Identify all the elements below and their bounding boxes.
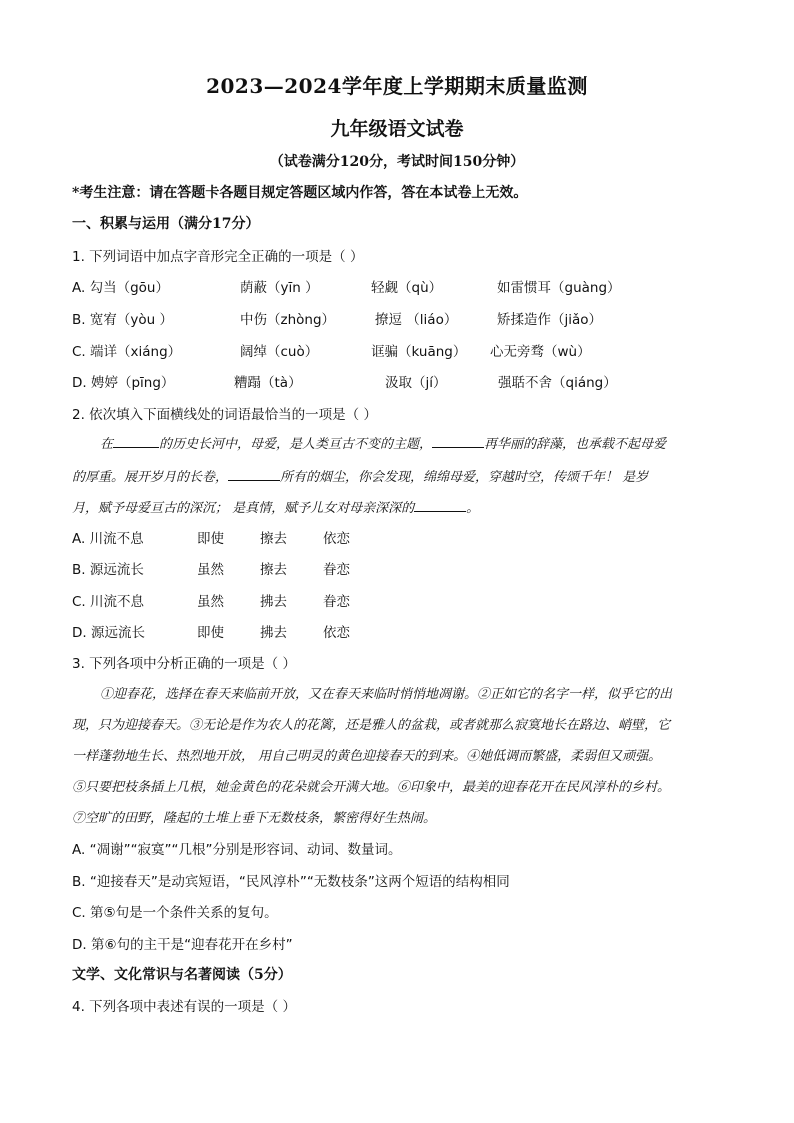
q3-option-d: D. 第⑥句的主干是“迎春花开在乡村” xyxy=(72,937,293,953)
q1-d-1: D. 娉婷（pīng） xyxy=(72,375,175,391)
q1-d-3: 汲取（jí） xyxy=(385,375,447,391)
section1-heading: 一、积累与运用（满分17分） xyxy=(72,216,260,232)
fill-blank xyxy=(432,435,484,448)
q1-c-3: 诓骗（kuāng） xyxy=(371,344,467,360)
q3-passage-line-5: ⑦空旷的田野，隆起的土堆上垂下无数枝条，繁密得好生热闹。 xyxy=(72,811,437,826)
q4-stem: 4. 下列各项中表述有误的一项是（ ） xyxy=(72,999,296,1015)
q1-c-4: 心无旁骛（wù） xyxy=(490,344,591,360)
q1-d-2: 糟蹋（tà） xyxy=(234,375,302,391)
q1-b-1: B. 宽宥（yòu ） xyxy=(72,312,173,328)
exam-note: （试卷满分120分，考试时间150分钟） xyxy=(269,154,525,170)
q1-a-1: A. 勾当（gōu） xyxy=(72,280,169,296)
q1-c-1: C. 端详（xiáng） xyxy=(72,344,182,360)
q2-passage-line-3: 月，赋予母爱亘古的深沉； 是真情，赋予儿女对母亲深深的 。 xyxy=(72,501,480,516)
q1-b-4: 矫揉造作（jiǎo） xyxy=(497,312,603,328)
exam-subtitle: 九年级语文试卷 xyxy=(330,118,464,140)
q1-stem: 1. 下列词语中加点字音形完全正确的一项是（ ） xyxy=(72,249,364,265)
q1-a-4: 如雷惯耳（guàng） xyxy=(497,280,621,296)
q3-passage-line-2: 现，只为迎接春天。③无论是作为农人的花篱，还是雅人的盆栽，或者就那么寂寞地长在路边、峭壁，它 xyxy=(72,718,671,733)
candidate-warning: *考生注意：请在答题卡各题目规定答题区域内作答，答在本试卷上无效。 xyxy=(72,185,528,201)
q3-stem: 3. 下列各项中分析正确的一项是（ ） xyxy=(72,656,296,672)
q1-a-2: 荫蔽（yīn ） xyxy=(240,280,319,296)
q3-passage-line-4: ⑤只要把枝条插上几根，她金黄色的花朵就会开满大地。⑥印象中，最美的迎春花开在民风淳朴的乡村。 xyxy=(72,780,671,795)
q1-b-3: 撩逗 （liáo） xyxy=(375,312,458,328)
q3-option-b: B. “迎接春天”是动宾短语，“民风淳朴”“无数枝条”这两个短语的结构相同 xyxy=(72,874,510,890)
section2-heading: 文学、文化常识与名著阅读（5分） xyxy=(72,967,292,983)
q2-stem: 2. 依次填入下面横线处的词语最恰当的一项是（ ） xyxy=(72,407,377,423)
fill-blank xyxy=(113,435,159,448)
q2-passage-line-1: 在 的历史长河中，母爱，是人类亘古不变的主题， 再华丽的辞藻，也承载不起母爱 xyxy=(100,437,667,452)
q3-option-a: A. “凋谢”“寂寞”“几根”分别是形容词、动词、数量词。 xyxy=(72,842,402,858)
q1-c-2: 阔绰（cuò） xyxy=(240,344,319,360)
q1-a-3: 轻觑（qù） xyxy=(371,280,443,296)
q3-option-c: C. 第⑤句是一个条件关系的复句。 xyxy=(72,905,278,921)
fill-blank xyxy=(228,468,280,481)
q3-passage-line-1: ①迎春花，选择在春天来临前开放，又在春天来临时悄悄地凋谢。②正如它的名字一样，似乎它的出 xyxy=(100,687,673,702)
q1-b-2: 中伤（zhòng） xyxy=(240,312,336,328)
q2-passage-line-2: 的厚重。展开岁月的长卷， 所有的烟尘，你会发现，绵绵母爱，穿越时空，传颂千年！ 是岁 xyxy=(72,470,649,485)
q3-passage-line-3: 一样蓬勃地生长、热烈地开放， 用自己明灵的黄色迎接春天的到来。④她低调而繁盛，柔弱但又顽强。 xyxy=(72,749,662,764)
exam-page: 2023—2024学年度上学期期末质量监测 九年级语文试卷 （试卷满分120分，考试时间150分钟） *考生注意：请在答题卡各题目规定答题区域内作答，答在本试卷上无效。 一、积累与运用（满分17分） 1. 下列词语中加点字音形完全正确的一项是（ ） A. 勾当（gōu） 荫蔽（yīn ） 轻觑（qù） 如雷惯耳（guàng） B. 宽宥（yòu ） 中伤（zhòng） 撩逗 （liáo） 矫揉造作（jiǎo） C. 端详（xiáng） 阔绰（cuò） 诓骗（kuāng） 心无旁骛（wù） D. 娉婷（pīng） 糟蹋（tà） 汲取（jí） 强聒不舍（qiáng） 2. 依次填入下面横线处的词语最恰当的一项是（ ） 在 的历史长河中，母爱，是人类亘古不变的主题， 再华丽的辞藻，也承载不起母爱 的厚重。展开岁月的长卷， 所有的烟尘，你会发现，绵绵母爱，穿越时空，传颂千年！ 是岁 月，赋予母爱亘古的深沉； 是真情，赋予儿女对母亲深深的 。 A. 川流不息 即使 擦去 依恋 B. 源远流长 虽然 擦去 眷恋 C. 川流不息 虽然 拂去 眷恋 D. 源远流长 即使 拂去 依恋 3. 下列各项中分析正确的一项是（ ） ①迎春花，选择在春天来临前开放，又在春天来临时悄悄地凋谢。②正如它的名字一样，似乎它的出 现，只为迎接春天。③无论是作为农人的花篱，还是雅人的盆栽，或者就那么寂寞地长在路边、峭壁，它 一样蓬勃地生长、热烈地开放， 用自己明灵的黄色迎接春天的到来。④她低调而繁盛，柔弱但又顽强。 ⑤只要把枝条插上几根，她金黄色的花朵就会开满大地。⑥印象中，最美的迎春花开在民风淳朴的乡村。 ⑦空旷的田野，隆起的土堆上垂下无数枝条，繁密得好生热闹。 A. “凋谢”“寂寞”“几根”分别是形容词、动词、数量词。 B. “迎接春天”是动宾短语，“民风淳朴”“无数枝条”这两个短语的结构相同 C. 第⑤句是一个条件关系的复句。 D. 第⑥句的主干是“迎春花开在乡村” 文学、文化常识与名著阅读（5分） 4. 下列各项中表述有误的一项是（ ） xyxy=(0,0,794,1123)
q1-d-4: 强聒不舍（qiáng） xyxy=(498,375,617,391)
fill-blank xyxy=(414,499,466,512)
exam-title: 2023—2024学年度上学期期末质量监测 xyxy=(206,74,588,98)
